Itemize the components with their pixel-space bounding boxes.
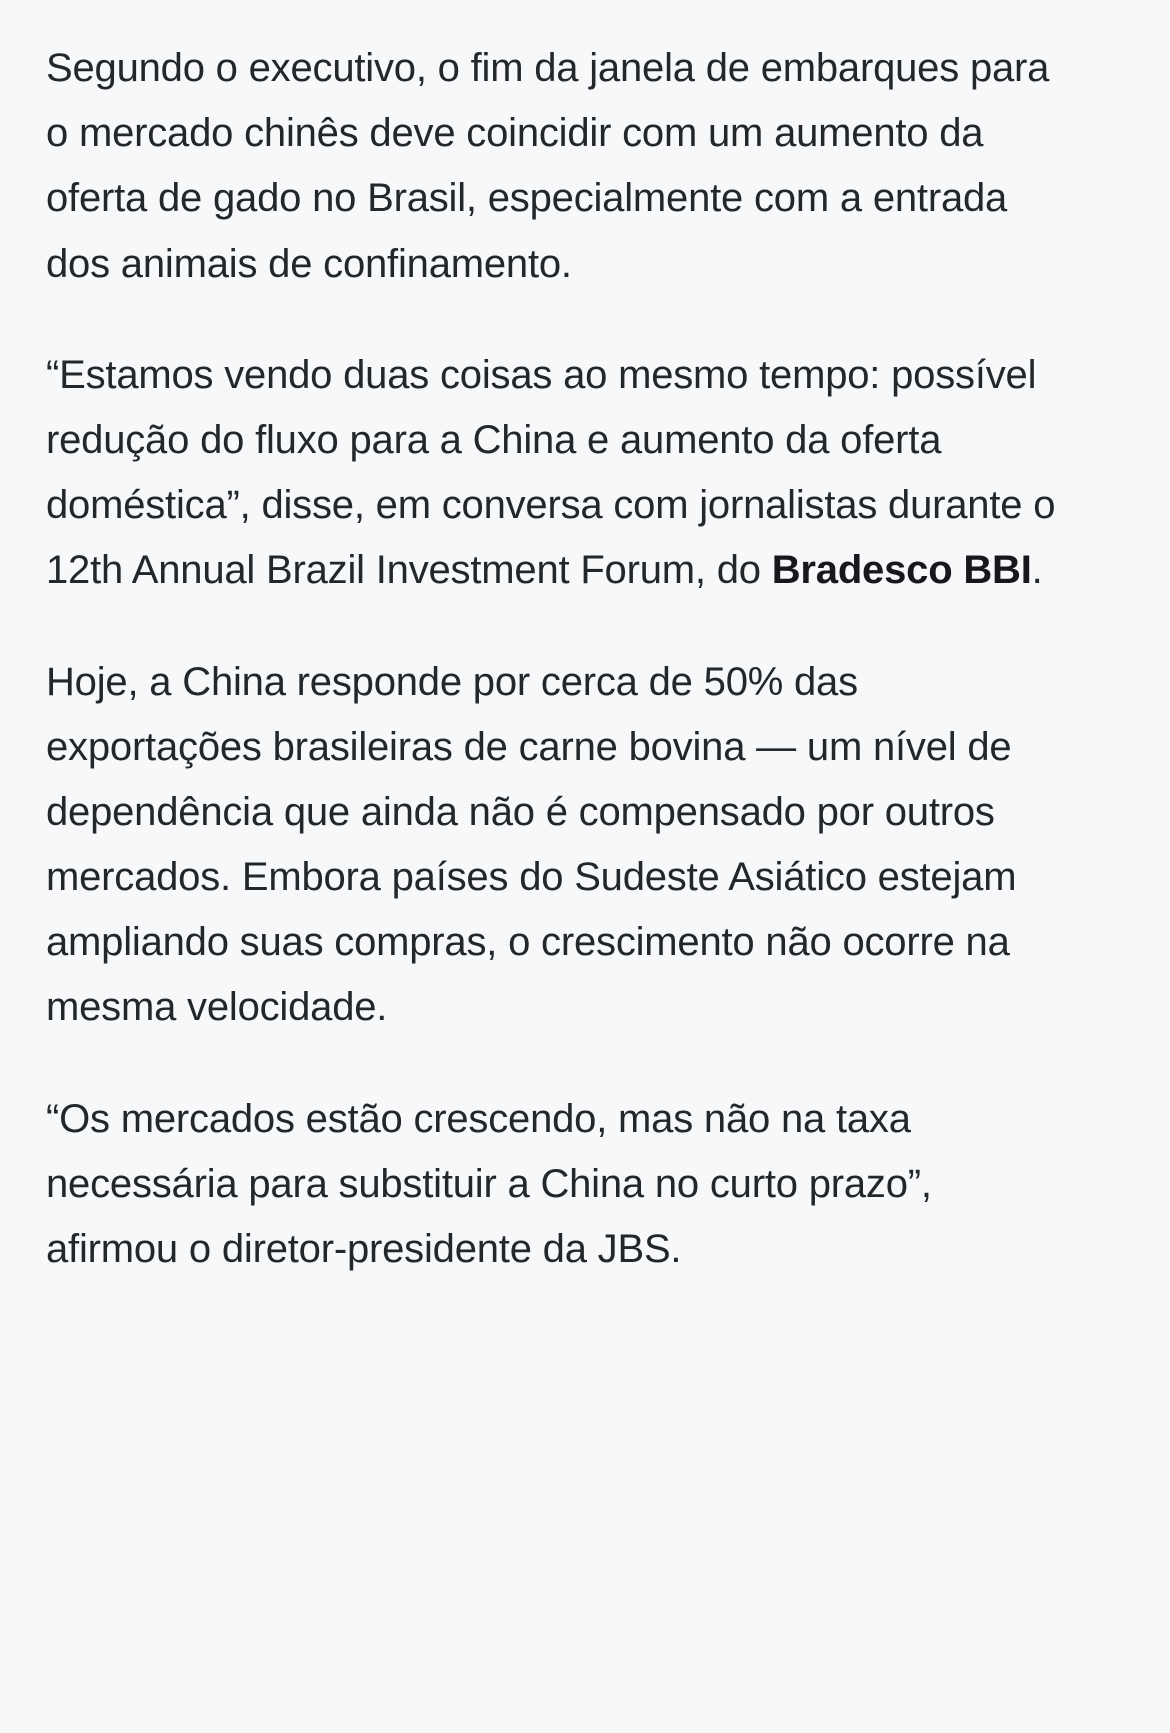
article-paragraph-3: Hoje, a China responde por cerca de 50% das exportações brasileiras de carne bovina — um nível de dependência que ainda não é compensado por outros mercados. Embora países do Sudeste Asiático estejam ampliando suas compras, o crescimento não ocorre na mesma velocidade. xyxy=(46,659,1017,1030)
article-paragraph-2 xyxy=(46,343,1056,604)
paragraph-2-text-before: “Estamos vendo duas coisas ao mesmo tempo: possível redução do fluxo para a China e aumento da oferta doméstica”, disse, em conversa com jornalistas durante o 12th Annual Brazil Investment Forum, do xyxy=(46,352,1056,593)
article-paragraph-4: “Os mercados estão crescendo, mas não na taxa necessária para substituir a China no curto prazo”, afirmou o diretor-presidente da JBS. xyxy=(46,1096,932,1271)
article-paragraph-1: Segundo o executivo, o fim da janela de embarques para o mercado chinês deve coincidir com um aumento da oferta de gado no Brasil, especialmente com a entrada dos animais de confinamento. xyxy=(46,46,1050,286)
bradesco-bbi-emphasis: Bradesco BBI xyxy=(771,548,1032,593)
paragraph-2-text-after: . xyxy=(1031,548,1043,593)
